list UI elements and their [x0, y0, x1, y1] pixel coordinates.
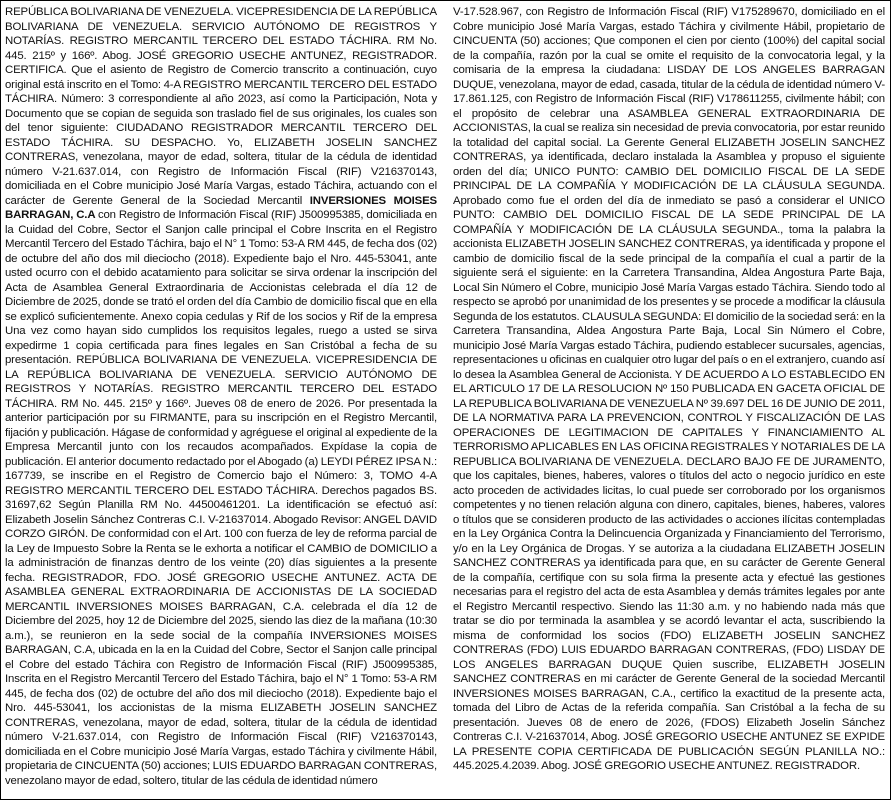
left-text-part-2: con Registro de Información Fiscal (RIF) J500995385, domiciliada en la Cuidad del Cobre, Sector el Sanjon calle principal el Cobre Inscrita en el Registro Mercantil Tercero del Estado Táchira, bajo el N° 1 Tomo: 53-A RM 445, de fecha dos (02) de octubre del año dos mil dieciocho (2018). Expediente bajo el Nro. 445-53041, ante usted ocurro con el debido acatamiento para solicitar se sirva ordenar la inscripción del Acta de Asamblea General Extraordinaria de Accionistas celebrada el día 12 de Diciembre de 2025, donde se trató el orden del día Cambio de domicilio fiscal que en ella se explicó suficientemente. Anexo copia cedulas y Rif de los socios y Rif de la empresa Una vez como hayan sido cumplidos los requisitos legales, ruego a usted se sirva expedirme 1 copia certificada para fines legales en San Cristóbal a fecha de su presentación. REPÚBLICA BOLIVARIANA DE VENEZUELA. VICEPRESIDENCIA DE LA REPÚBLICA BOLIVARIANA DE VENEZUELA. SERVICIO AUTÓNOMO DE REGISTROS Y NOTARÍAS. REGISTRO MERCANTIL TERCERO DEL ESTADO TÁCHIRA. RM No. 445. 215º y 166º. Jueves 08 de enero de 2026. Por presentada la anterior participación por su FIRMANTE, para su inscripción en el Registro Mercantil, fijación y publicación. Hágase de conformidad y agréguese el original al expediente de la Empresa Mercantil junto con los recaudos acompañados. Expídase la copia de publicación. El anterior documento redactado por el Abogado (a) LEYDI PÉREZ IPSA N.: 167739, se inscribe en el Registro de Comercio bajo el Número: 3, TOMO 4-A REGISTRO MERCANTIL TERCERO DEL ESTADO TÁCHIRA. Derechos pagados BS. 31697,62 Según Planilla RM No. 44500461201. La identificación se efectuó así: Elizabeth Joselin Sánchez Contreras C.I. V-21637014. Abogado Revisor: ANGEL DAVID CORZO GIRÓN. De conformidad con el Art. 100 con fuerza de ley de reforma parcial de la Ley de Impuesto Sobre la Renta se le exhorta a notificar el CAMBIO de DOMICILIO a la administración de finanzas dentro de los veinte (20) días siguientes a la presente fecha. REGISTRADOR, FDO. JOSÉ GREGORIO USECHE ANTUNEZ. ACTA DE ASAMBLEA GENERAL EXTRAORDINARIA DE ACCIONISTAS DE LA SOCIEDAD MERCANTIL INVERSIONES MOISES BARRAGAN, C.A. celebrada el día 12 de Diciembre del 2025, hoy 12 de Diciembre del 2025, siendo las diez de la mañana (10:30 a.m.), se reunieron en la sede social de la compañía INVERSIONES MOISES BARRAGAN, C.A, ubicada en la en la Cuidad del Cobre, Sector el Sanjon calle principal el Cobre del estado Táchira con Registro de Información Fiscal (RIF) J500995385, Inscrita en el Registro Mercantil Tercero del Estado Táchira, bajo el N° 1 Tomo: 53-A RM 445, de fecha dos (02) de octubre del año dos mil dieciocho (2018). Expediente bajo el Nro. 445-53041, los accionistas de la misma ELIZABETH JOSELIN SANCHEZ CONTRERAS, venezolana, mayor de edad, soltera, titular de la cédula de identidad número V-21.637.014, con Registro de Información Fiscal (RIF) V216370143, domiciliada en el Cobre municipio José María Vargas, estado Táchira y civilmente Hábil, propietaria de CINCUENTA (50) acciones; LUIS EDUARDO BARRAGAN CONTRERAS, venezolano mayor de edad, soltero, titular de las cédula de identidad número	[5, 209, 437, 787]
company-name-bold: INVERSIONES MOISES BARRAGAN, C.A	[5, 194, 438, 221]
right-column	[453, 5, 885, 774]
left-text-part-1: REPÚBLICA BOLIVARIANA DE VENEZUELA. VICEPRESIDENCIA DE LA REPÚBLICA BOLIVARIANA DE VENEZUELA. SERVICIO AUTÓNOMO DE REGISTROS Y NOTARÍAS. REGISTRO MERCANTIL TERCERO DEL ESTADO TÁCHIRA. RM No. 445. 215º y 166º. Abog. JOSÉ GREGORIO USECHE ANTUNEZ, REGISTRADOR. CERTIFICA. Que el asiento de Registro de Comercio transcrito a continuación, cuyo original está inscrito en el Tomo: 4-A REGISTRO MERCANTIL TERCERO DEL ESTADO TÁCHIRA. Número: 3 correspondiente al año 2023, así como la Participación, Nota y Documento que se copian de seguida son traslado fiel de sus originales, los cuales son del tenor siguiente: CIUDADANO REGISTRADOR MERCANTIL TERCERO DEL ESTADO TÁCHIRA. SU DESPACHO. Yo, ELIZABETH JOSELIN SANCHEZ CONTRERAS, venezolana, mayor de edad, soltera, titular de la cédula de identidad número V-21.637.014, con Registro de Información Fiscal (RIF) V216370143, domiciliada en el Cobre municipio José María Vargas, estado Táchira, actuando con el carácter de Gerente General de la Sociedad Mercantil	[5, 6, 437, 207]
right-text: V-17.528.967, con Registro de Información Fiscal (RIF) V175289670, domiciliado en el Cobre municipio José María Vargas, estado Táchira y civilmente Hábil, propietario de CINCUENTA (50) acciones; Que componen el cien por ciento (100%) del capital social de la compañía, razón por la cual se omite el requisito de la convocatoria legal, y la comisaria de la empresa la ciudadana: LISDAY DE LOS ANGELES BARRAGAN DUQUE, venezolana, mayor de edad, casada, titular de la cédula de identidad número V-17.861.125, con Registro de Información Fiscal (RIF) V178611255, civilmente hábil; con el propósito de celebrar una ASAMBLEA GENERAL EXTRAORDINARIA DE ACCIONISTAS, la cual se realiza sin necesidad de previa convocatoria, por estar reunido la totalidad del capital social. La Gerente General ELIZABETH JOSELIN SANCHEZ CONTRERAS, ya identificada, declaro instalada la Asamblea y propuso el siguiente orden del día; UNICO PUNTO: CAMBIO DEL DOMICILIO FISCAL DE LA SEDE PRINCIPAL DE LA COMPAÑÍA Y MODIFICACIÓN DE LA CLÁUSULA SEGUNDA. Aprobado como fue el orden del día de inmediato se pasó a considerar el UNICO PUNTO: CAMBIO DEL DOMICILIO FISCAL DE LA SEDE PRINCIPAL DE LA COMPAÑÍA Y MODIFICACIÓN DE LA CLÁUSULA SEGUNDA., toma la palabra la accionista ELIZABETH JOSELIN SANCHEZ CONTRERAS, ya identificada y propone el cambio de domicilio fiscal de la sede principal de la compañía el cual a partir de la siguiente será el siguiente: en la Carretera Transandina, Aldea Angostura Parte Baja, Local Sin Número el Cobre, municipio José María Vargas estado Táchira. Siendo todo al respecto se aprobó por unanimidad de los presentes y se procede a modificar la cláusula Segunda de los estatutos. CLAUSULA SEGUNDA: El domicilio de la sociedad será: en la Carretera Transandina, Aldea Angostura Parte Baja, Local Sin Número el Cobre, municipio José María Vargas estado Táchira, pudiendo establecer sucursales, agencias, representaciones u oficinas en cualquier otro lugar del país o en el extranjero, cuando así lo desea la Asamblea General de Accionista. Y DE ACUERDO A LO ESTABLECIDO EN EL ARTICULO 17 DE LA RESOLUCION Nº 150 PUBLICADA EN GACETA OFICIAL DE LA REPUBLICA BOLIVARIANA DE VENEZUELA Nº 39.697 DEL 16 DE JUNIO DE 2011, DE LA NORMATIVA PARA LA PREVENCION, CONTROL Y FISCALIZACIÓN DE LAS OPERACIONES DE LEGITIMACION DE CAPITALES Y FINANCIAMIENTO AL TERRORISMO APLICABLES EN LAS OFICINA REGISTRALES Y NOTARIALES DE LA REPUBLICA BOLIVARIANA DE VENEZUELA. DECLARO BAJO FE DE JURAMENTO, que los capitales, bienes, haberes, valores o títulos del acto o negocio jurídico en este acto proceden de actividades licitas, lo cual puede ser corroborado por los organismos competentes y no tienen relación alguna con dinero, capitales, bienes, haberes, valores o títulos que se consideren producto de las actividades o acciones ilícitas contempladas en la Ley Orgánica Contra la Delincuencia Organizada y Financiamiento del Terrorismo, y/o en la Ley Orgánica de Drogas. Y se autoriza a la ciudadana ELIZABETH JOSELIN SANCHEZ CONTRERAS ya identificada para que, en su carácter de Gerente General de la compañía, certifique con su sola firma la presente acta y efectué las gestiones necesarias para el registro del acta de esta Asamblea y demás trámites legales por ante el Registro Mercantil respectivo. Siendo las 11:30 a.m. y no habiendo nada más que tratar se dio por terminada la asamblea y se acordó levantar el acta, suscribiendo la misma de conformidad los socios (FDO) ELIZABETH JOSELIN SANCHEZ CONTRERAS (FDO) LUIS EDUARDO BARRAGAN CONTRERAS, (FDO) LISDAY DE LOS ANGELES BARRAGAN DUQUE Quien suscribe, ELIZABETH JOSELIN SANCHEZ CONTRERAS en mi carácter de Gerente General de la sociedad Mercantil INVERSIONES MOISES BARRAGAN, C.A., certifico la exactitud de la presente acta, tomada del Libro de Actas de la referida compañía. San Cristóbal a la fecha de su presentación. Jueves 08 de enero de 2026, (FDOS) Elizabeth Joselin Sánchez Contreras C.I. V-21637014, Abog. JOSÉ GREGORIO USECHE ANTUNEZ SE EXPIDE LA PRESENTE COPIA CERTIFICADA DE PUBLICACIÓN SEGÚN PLANILLA NO.: 445.2025.4.2039. Abog. JOSÉ GREGORIO USECHE ANTUNEZ. REGISTRADOR.	[453, 6, 885, 772]
left-column	[5, 5, 437, 788]
